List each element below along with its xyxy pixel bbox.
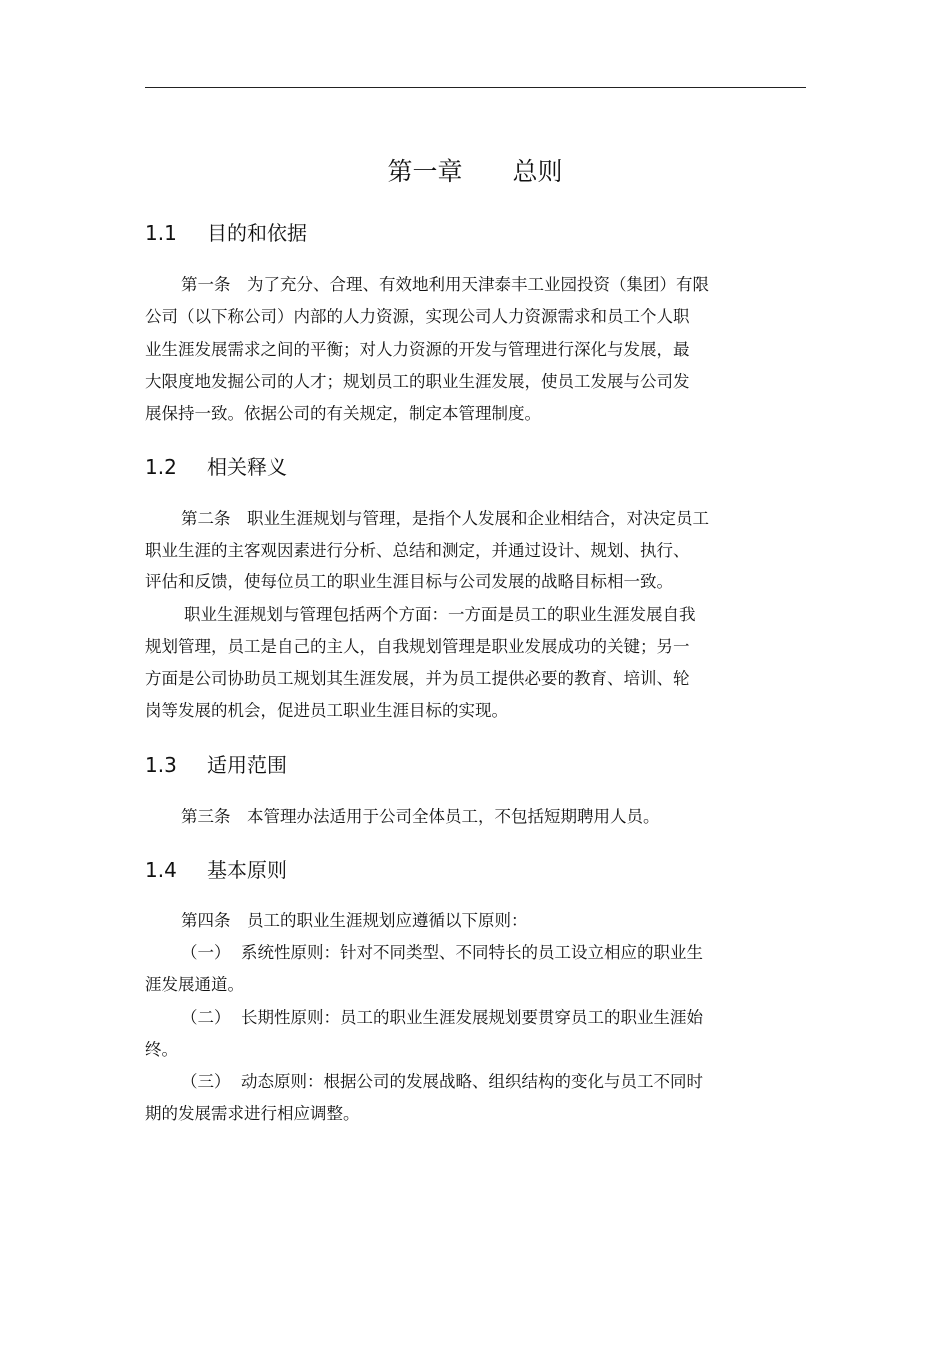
paragraph-line: 第四条 员工的职业生涯规划应遵循以下原则：	[181, 911, 528, 930]
section-heading-1-4	[145, 855, 287, 885]
paragraph-line: 岗等发展的机会，促进员工职业生涯目标的实现。	[145, 701, 508, 720]
section-heading-1-3	[145, 750, 287, 780]
section-number: 1.3	[145, 753, 177, 777]
paragraph-line: 第二条 职业生涯规划与管理，是指个人发展和企业相结合，对决定员工	[181, 509, 709, 528]
section-title: 基本原则	[207, 858, 287, 882]
paragraph-line: 第一条 为了充分、合理、有效地利用天津泰丰工业园投资（集团）有限	[181, 275, 709, 294]
section-number: 1.2	[145, 455, 177, 479]
paragraph-line: 期的发展需求进行相应调整。	[145, 1104, 360, 1123]
paragraph-line: 展保持一致。依据公司的有关规定，制定本管理制度。	[145, 404, 541, 423]
section-heading-1-2	[145, 452, 287, 482]
section-heading-1-1	[145, 218, 307, 248]
paragraph-line: 涯发展通道。	[145, 975, 244, 994]
paragraph-line: 方面是公司协助员工规划其生涯发展，并为员工提供必要的教育、培训、轮	[145, 669, 690, 688]
paragraph-line: 大限度地发掘公司的人才；规划员工的职业生涯发展，使员工发展与公司发	[145, 372, 690, 391]
paragraph-line: 职业生涯规划与管理包括两个方面：一方面是员工的职业生涯发展自我	[184, 605, 696, 624]
header-rule	[145, 87, 806, 88]
paragraph-line: 第三条 本管理办法适用于公司全体员工，不包括短期聘用人员。	[181, 807, 660, 826]
paragraph-line: （三） 动态原则：根据公司的发展战略、组织结构的变化与员工不同时	[181, 1072, 703, 1091]
section-title: 相关释义	[207, 455, 287, 479]
paragraph-line: 公司（以下称公司）内部的人力资源，实现公司人力资源需求和员工个人职	[145, 307, 690, 326]
section-title: 适用范围	[207, 753, 287, 777]
section-number: 1.4	[145, 858, 177, 882]
paragraph-line: 终。	[145, 1040, 178, 1059]
paragraph-line: 职业生涯的主客观因素进行分析、总结和测定，并通过设计、规划、执行、	[145, 541, 690, 560]
chapter-title: 第一章 总则	[387, 157, 563, 186]
paragraph-line: 评估和反馈，使每位员工的职业生涯目标与公司发展的战略目标相一致。	[145, 572, 673, 591]
section-number: 1.1	[145, 221, 177, 245]
paragraph-line: 业生涯发展需求之间的平衡；对人力资源的开发与管理进行深化与发展，最	[145, 340, 690, 359]
paragraph-line: （一） 系统性原则：针对不同类型、不同特长的员工设立相应的职业生	[181, 943, 703, 962]
paragraph-line: 规划管理，员工是自己的主人，自我规划管理是职业发展成功的关键；另一	[145, 637, 690, 656]
paragraph-line: （二） 长期性原则：员工的职业生涯发展规划要贯穿员工的职业生涯始	[181, 1008, 703, 1027]
section-title: 目的和依据	[207, 221, 307, 245]
